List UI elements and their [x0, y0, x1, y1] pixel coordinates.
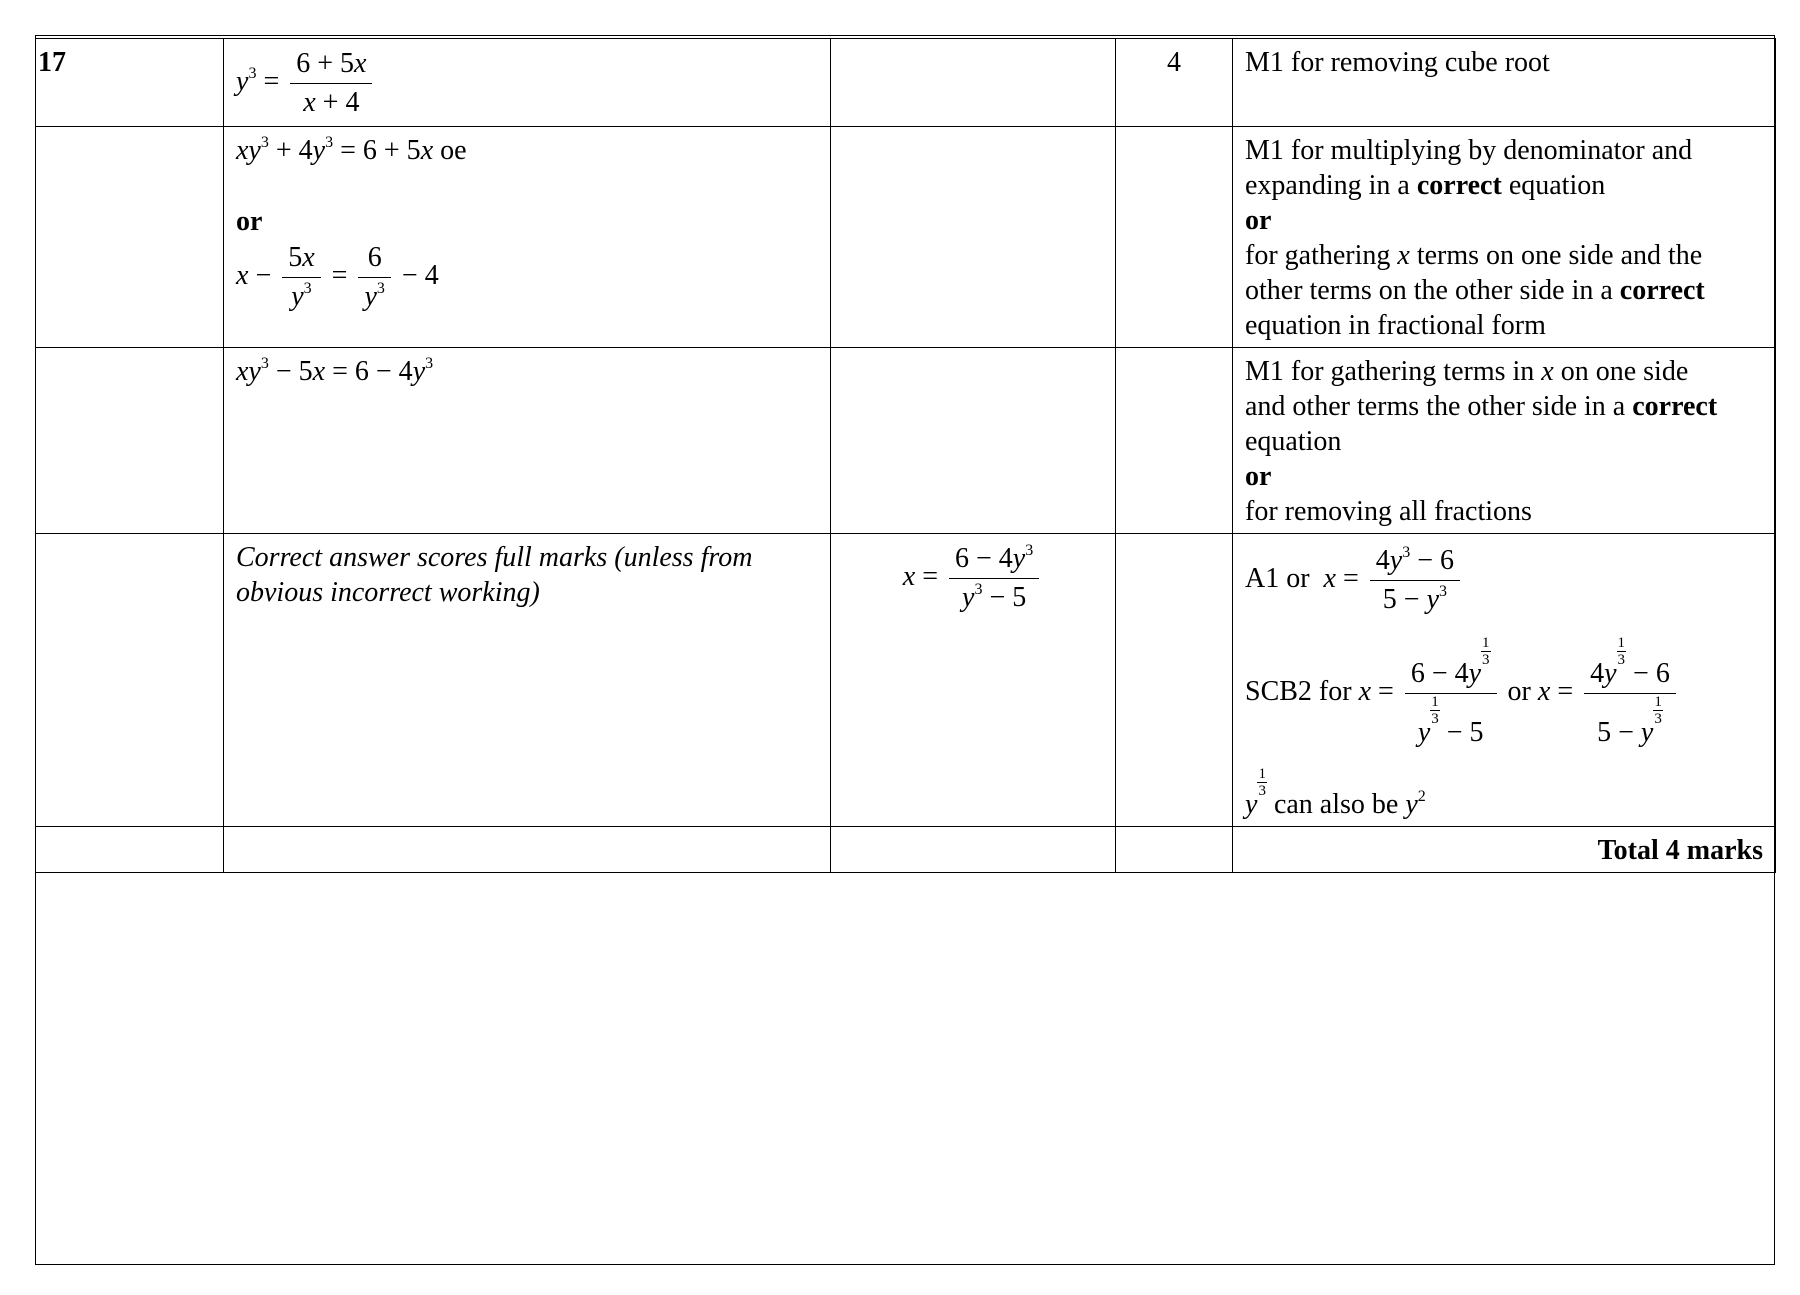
- answer-cell: [831, 39, 1116, 127]
- mark-scheme-table: [35, 38, 1776, 873]
- mark-cell: 4: [1116, 39, 1233, 127]
- working-cell: [224, 127, 831, 348]
- note-line: Correct answer scores full marks (unless from: [236, 542, 753, 573]
- question-number-empty: [36, 127, 224, 348]
- equation-gathered: $xy^3 - 5x = 6 - 4y^3$: [236, 355, 434, 387]
- answer-cell: [831, 534, 1116, 827]
- fraction: $\frac{6 + 5x}{x + 4}$: [290, 45, 372, 122]
- answer-cell: [831, 127, 1116, 348]
- table-row: [36, 39, 1776, 127]
- equation-fractional: x − $\frac{5x}{y^3}$ = $\frac{6}{y^3}$ − 4: [236, 239, 818, 316]
- criterion-cell: M1 for removing cube root: [1233, 39, 1776, 127]
- table-row: [36, 534, 1776, 827]
- final-answer: x = $\frac{6 - 4y^3}{y^3 - 5}$: [903, 561, 1043, 592]
- equation-cube: $y^3$ = $\frac{6 + 5x}{x + 4}$: [236, 66, 376, 97]
- criterion-cell: M1 for gathering terms in x on one side and other terms the other side in a correct equation or for removing all fractions: [1233, 348, 1776, 534]
- criterion-cell: A1 or x = $\frac{4y^3 - 6}{5 - y^3}$ SCB2 for x = 6 − 4y $\frac{1}{3}$ y $\frac{1}{3}$ − 5 or x = 4y $\frac{1}{3}$ − 6 5 − y $\frac{1}{3}$ y $\frac{1}{3}$ can also be $y^2$: [1233, 534, 1776, 827]
- mark-cell: [1116, 127, 1233, 348]
- mark-cell: [1116, 534, 1233, 827]
- table-row: [36, 348, 1776, 534]
- question-number-empty: [36, 348, 224, 534]
- total-marks: Total 4 marks: [1233, 827, 1776, 873]
- criterion-cell: M1 for multiplying by denominator and expanding in a correct equation or for gathering x terms on one side and the other terms on the other side in a correct equation in fractional form: [1233, 127, 1776, 348]
- note-line: obvious incorrect working): [236, 577, 540, 608]
- equation-expanded: $xy^3 + 4y^3 = 6 + 5x$ oe: [236, 134, 467, 166]
- working-cell: [224, 534, 831, 827]
- working-cell: [224, 39, 831, 127]
- table-row: [36, 827, 1776, 873]
- working-cell: [224, 348, 831, 534]
- table-row: [36, 127, 1776, 348]
- answer-cell: [831, 348, 1116, 534]
- mark-cell: [1116, 348, 1233, 534]
- or-label: or: [236, 206, 263, 237]
- oe-label: oe: [440, 135, 467, 166]
- question-number-empty: [36, 534, 224, 827]
- question-number: 17: [36, 39, 224, 127]
